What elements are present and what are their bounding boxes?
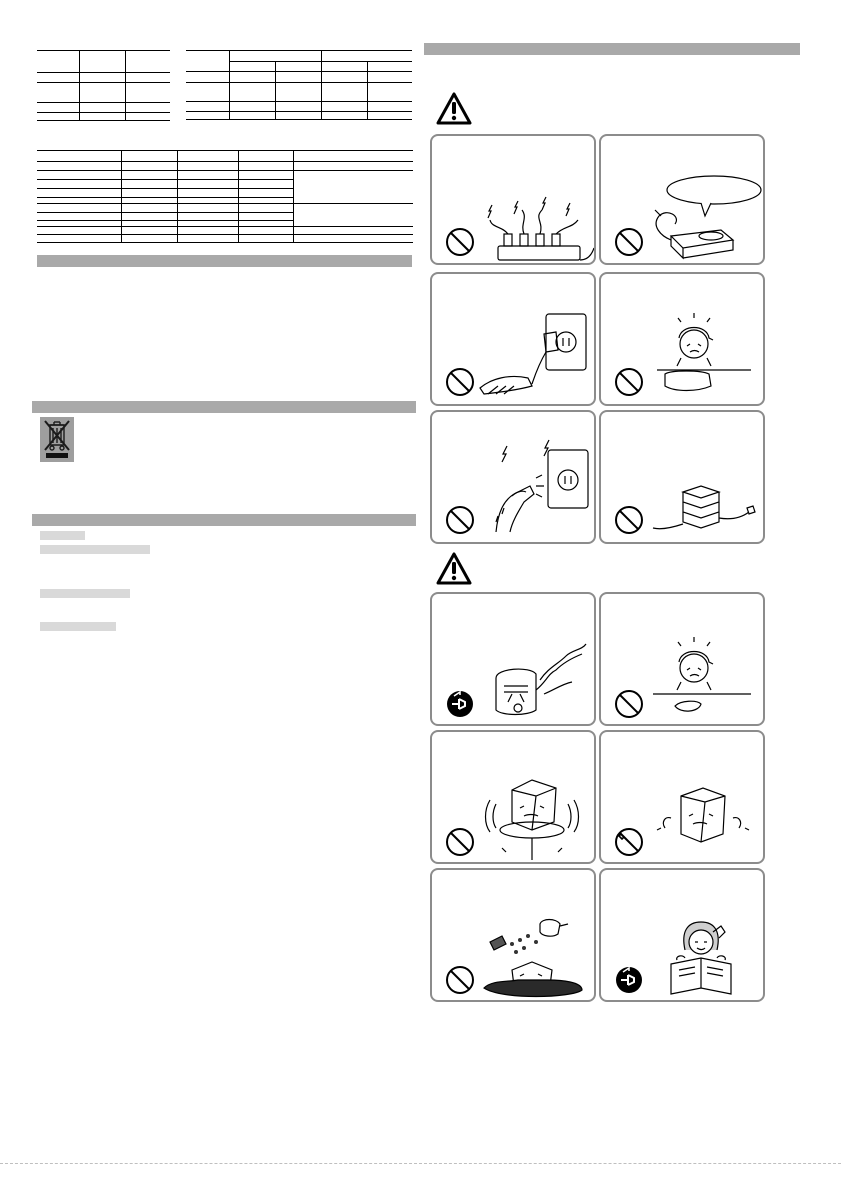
prohibition-icon bbox=[616, 229, 642, 255]
warning-panel-heavy-object bbox=[599, 410, 765, 544]
spec-table-right bbox=[186, 50, 412, 122]
warning-panel-wet-hand bbox=[430, 410, 596, 544]
warning-triangle-icon bbox=[436, 92, 472, 125]
sub-heading-label bbox=[40, 589, 130, 598]
section-header-bar bbox=[37, 255, 412, 267]
section-header-bar bbox=[424, 43, 800, 55]
sub-heading-label bbox=[40, 545, 150, 554]
spec-table-wide bbox=[37, 150, 413, 245]
warning-panel-adapter bbox=[599, 134, 765, 265]
unplug-icon bbox=[447, 691, 473, 717]
cut-line bbox=[0, 1163, 841, 1164]
prohibition-icon bbox=[447, 369, 473, 395]
caution-panel-unstable bbox=[430, 730, 596, 864]
sub-heading-label bbox=[40, 622, 116, 631]
prohibition-icon bbox=[447, 829, 473, 855]
caution-panel-child-part bbox=[599, 592, 765, 726]
warning-panel-multi-plug bbox=[430, 134, 596, 265]
sub-heading-label bbox=[40, 531, 85, 540]
crossed-bin-icon bbox=[40, 417, 74, 462]
caution-panel-manual bbox=[599, 868, 765, 1002]
prohibition-icon bbox=[447, 967, 473, 993]
unplug-icon bbox=[616, 967, 642, 993]
prohibition-icon bbox=[616, 507, 642, 533]
warning-panel-child-bag bbox=[599, 272, 765, 406]
caution-panel-liquid bbox=[430, 868, 596, 1002]
prohibition-icon bbox=[447, 229, 473, 255]
prohibition-icon bbox=[616, 369, 642, 395]
section-header-bar bbox=[32, 401, 416, 413]
warning-panel-pull-cord bbox=[430, 272, 596, 406]
section-header-bar bbox=[32, 514, 416, 526]
spec-table-left bbox=[37, 50, 170, 121]
caution-panel-no-disassembly bbox=[599, 730, 765, 864]
no-disassembly-icon bbox=[616, 829, 642, 855]
caution-triangle-icon bbox=[436, 552, 472, 585]
prohibition-icon bbox=[447, 507, 473, 533]
prohibition-icon bbox=[616, 691, 642, 717]
caution-panel-smoke bbox=[430, 592, 596, 726]
